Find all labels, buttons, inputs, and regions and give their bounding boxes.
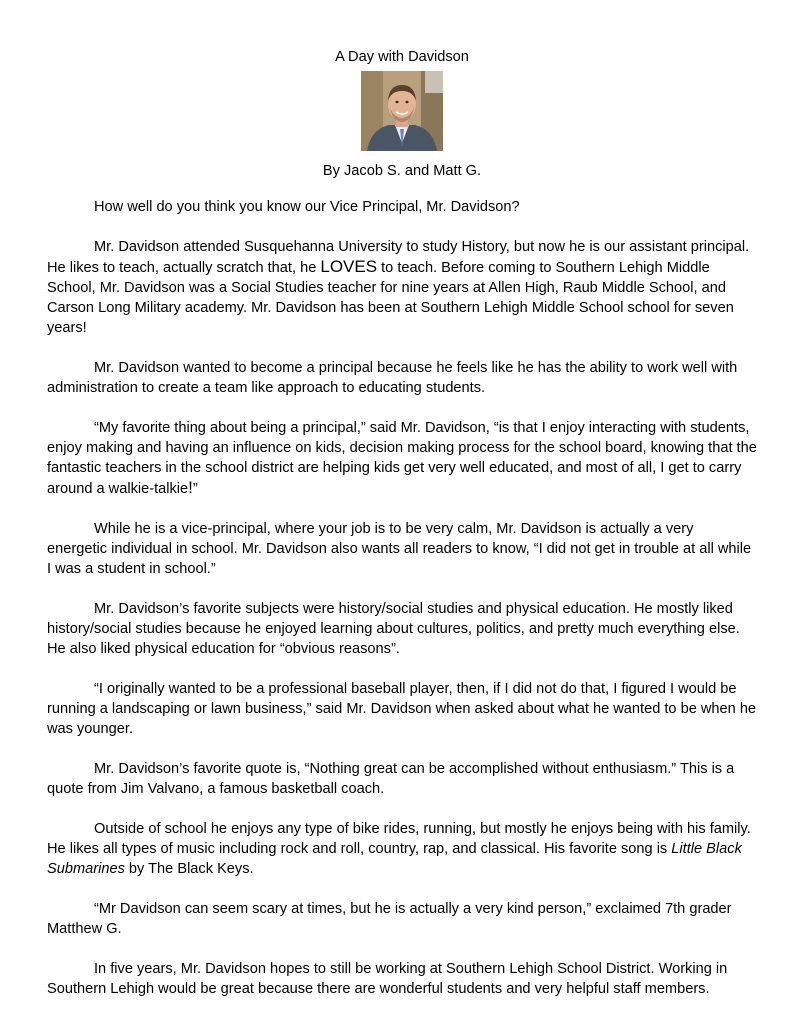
paragraph-childhood-dream: “I originally wanted to be a professional baseball player, then, if I did not do that, I figured I would be running a landscaping or lawn business,” said Mr. Davidson when asked about what he wanted to be when he was younger. [47,681,757,737]
paragraph-background [47,237,757,338]
paragraph-favorite-quote: Mr. Davidson’s favorite quote is, “Nothing great can be accomplished without enthusiasm.” This is a quote from Jim Valvano, a famous basketball coach. [47,761,735,797]
article [47,47,757,999]
paragraph-subjects: Mr. Davidson’s favorite subjects were history/social studies and physical education. He mostly liked history/social studies because he enjoyed learning about cultures, politics, and pretty much everything else. He also liked physical education for “obvious reasons”. [47,601,740,657]
paragraph-motivation: Mr. Davidson wanted to become a principal because he feels like he has the ability to work well with administration to create a team like approach to educating students. [47,360,738,396]
paragraph-hobbies-artist: by The Black Keys. [124,861,254,877]
paragraph-favorite-thing-exclamation: ! [188,478,193,497]
paragraph-hobbies-song-title: Little Black Submarines [47,841,742,877]
paragraph-intro: How well do you think you know our Vice Principal, Mr. Davidson? [94,199,520,215]
portrait-photo-icon [361,71,443,151]
article-title: A Day with Davidson [335,49,469,65]
paragraph-hobbies-text: Outside of school he enjoys any type of bike rides, running, but mostly he enjoys being with his family. He likes all types of music including rock and roll, country, rap, and classical. His favorite song is [47,821,751,857]
paragraph-student-quote: “Mr Davidson can seem scary at times, but he is actually a very kind person,” exclaimed 7th grader Matthew G. [47,901,732,937]
paragraph-background-text-1: Mr. Davidson attended Susquehanna University to study History, but now he is our assistant principal. He likes to teach, actually scratch that, he [47,239,750,276]
paragraph-background-emphasis: LOVES [320,257,378,276]
paragraph-hobbies [47,819,757,879]
paragraph-favorite-thing-walkie-talkie: walkie-talkie [108,481,189,497]
paragraph-favorite-thing-text: “My favorite thing about being a principal,” said Mr. Davidson, “is that I enjoy interacting with students, enjoy making and having an influence on kids, decision making process for the school board, knowing that the fantastic teachers in the school district are helping kids get very well educated, and most of all, I get to carry around a [47,420,757,497]
paragraph-future: In five years, Mr. Davidson hopes to still be working at Southern Lehigh School District. Working in Southern Lehigh would be great because there are wonderful students and very helpful staff members. [47,961,728,997]
paragraph-favorite-thing [47,418,757,499]
paragraph-background-text-2: to teach. Before coming to Southern Lehigh Middle School, Mr. Davidson was a Social Studies teacher for nine years at Allen High, Raub Middle School, and Carson Long Military academy. Mr. Davidson has been at Southern Lehigh Middle School school for seven years! [47,260,734,336]
article-byline: By Jacob S. and Matt G. [322,163,482,179]
paragraph-favorite-thing-close-quote: ” [192,481,198,497]
paragraph-energetic: While he is a vice-principal, where your job is to be very calm, Mr. Davidson is actually a very energetic individual in school. Mr. Davidson also wants all readers to know, “I did not get in trouble at all while I was a student in school.” [47,521,752,577]
photo-container [47,71,757,151]
